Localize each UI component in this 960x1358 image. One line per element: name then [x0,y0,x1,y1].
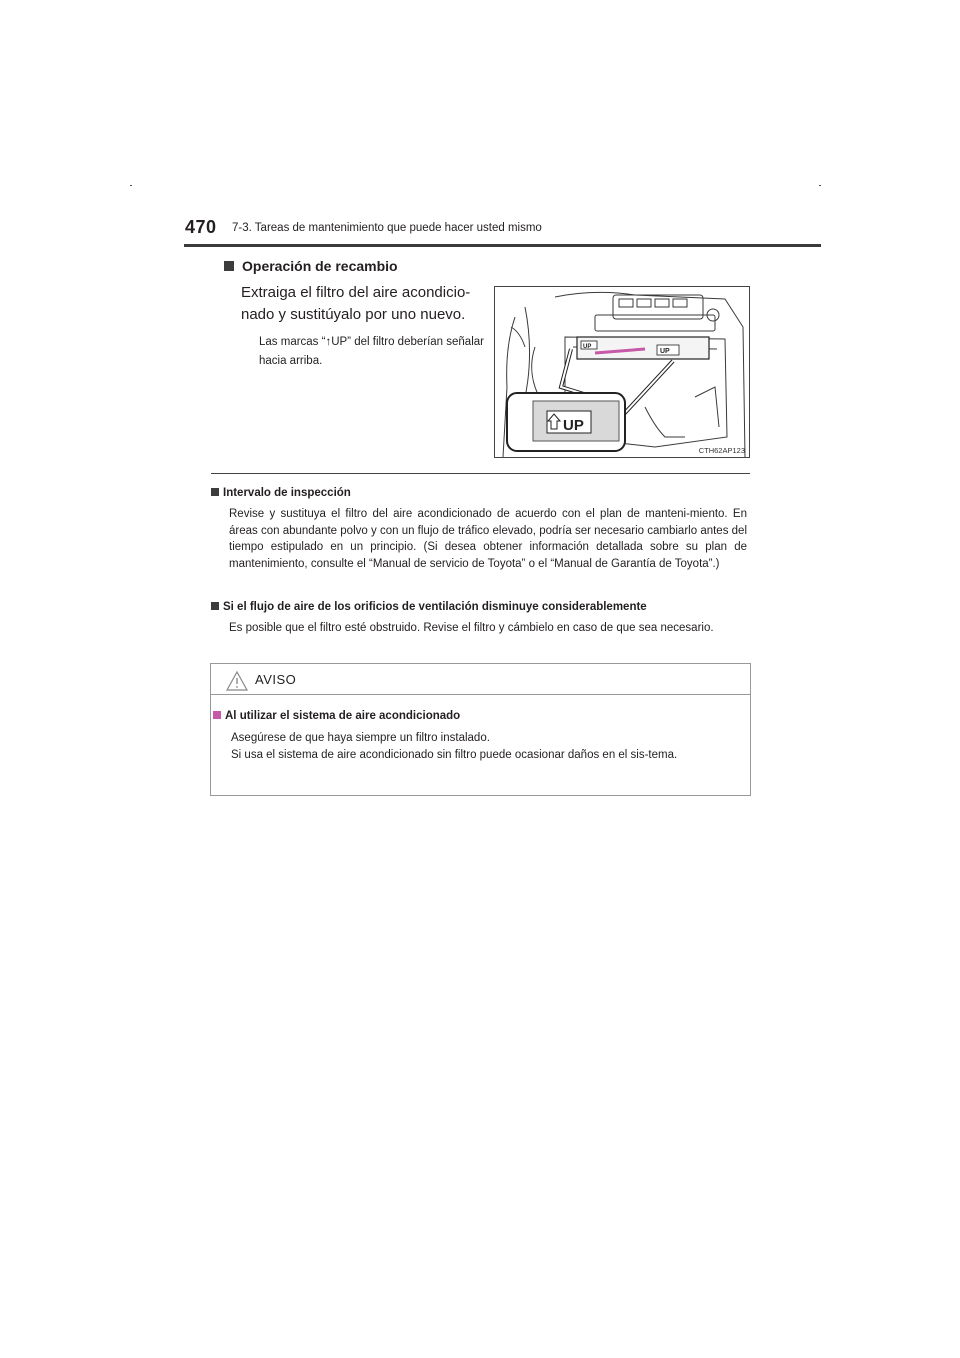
warning-heading-text: Al utilizar el sistema de aire acondicionado [225,710,461,722]
crop-mark-left [130,185,132,186]
square-bullet-icon [213,711,221,719]
note-inspection-interval [211,485,747,572]
replacement-heading-text: Operación de recambio [242,258,398,274]
filter-illustration [494,286,750,458]
replacement-heading [224,258,398,274]
note-heading-text: Si el flujo de aire de los orificios de ventilación disminuye considerablemente [223,601,647,613]
warning-line-1: Asegúrese de que haya siempre un filtro instalado. [231,732,490,744]
replacement-note: Las marcas “↑UP” del filtro deberían señalar hacia arriba. [259,336,484,367]
warning-label: AVISO [255,672,297,687]
section-title: 7-3. Tareas de mantenimiento que puede hacer usted mismo [232,222,542,234]
note-heading [211,599,747,615]
note-heading-text: Intervalo de inspección [223,487,351,499]
note-body: Es posible que el filtro esté obstruido. Revise el filtro y cámbielo en caso de que sea necesario. [229,622,714,634]
note-body: Revise y sustituya el filtro del aire acondicionado de acuerdo con el plan de manteni-miento. En áreas con abundante polvo y con un flujo de tráfico elevado, podría ser necesario cambiarlo antes del tiempo estipulado en un principio. (Si desea obtener información detallada sobre su plan de mantenimiento, consulte el “Manual de servicio de Toyota” o el “Manual de Garantía de Toyota”.) [229,508,747,570]
filter-drawing-icon [495,287,750,458]
square-bullet-icon [211,488,219,496]
square-bullet-icon [224,261,234,271]
warning-line-2: Si usa el sistema de aire acondicionado sin filtro puede ocasionar daños en el sis-tema. [231,748,678,761]
warning-heading [213,708,745,724]
figure-code: CTH62AP123 [698,446,745,455]
crop-mark-right [819,185,821,186]
filter-up-small-label: UP [583,344,592,350]
page-number: 470 [185,217,217,237]
note-heading [211,485,747,501]
section-divider [211,473,750,474]
warning-box [210,663,751,796]
square-bullet-icon [211,602,219,610]
warning-content [213,708,745,763]
filter-up-large-label: UP [563,417,584,434]
note-airflow-reduced [211,599,747,637]
warning-triangle-icon [225,670,249,692]
filter-up-small-label-2: UP [660,348,670,355]
header-rule [184,244,821,247]
replacement-instruction: Extraiga el filtro del aire acondicio-nado y sustitúyalo por uno nuevo. [241,284,471,323]
warning-header [211,664,750,695]
